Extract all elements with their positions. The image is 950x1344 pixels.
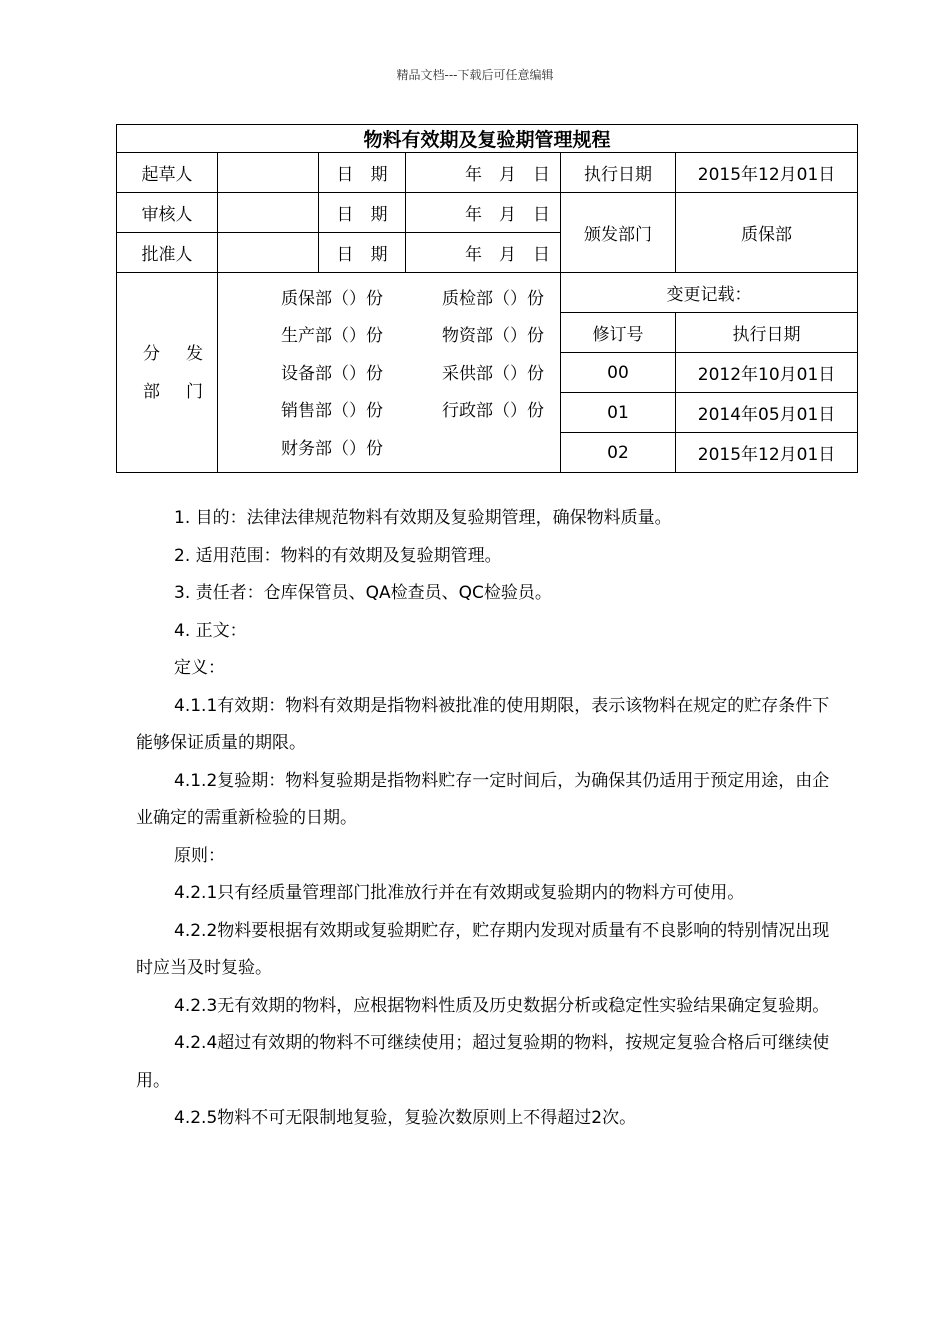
- dept-item: 采供部（）份: [442, 363, 544, 384]
- revision-date: 2014年05月01日: [676, 393, 858, 433]
- dept-item: 质检部（）份: [442, 288, 544, 309]
- clause-4-2-2: 4.2.2物料要根据有效期或复验期贮存，贮存期内发现对质量有不良影响的特别情况出现时应当及时复验。: [136, 920, 830, 978]
- reviewer-value: [218, 193, 319, 233]
- approver-label: 批准人: [117, 233, 218, 273]
- dept-item: 财务部（）份: [281, 438, 383, 459]
- document-body: [136, 500, 842, 1138]
- section-scope: 2. 适用范围：物料的有效期及复验期管理。: [174, 545, 502, 566]
- distribution-label: [117, 273, 229, 473]
- approver-value: [218, 233, 319, 273]
- dept-item: 物资部（）份: [442, 326, 544, 347]
- issuing-dept-label: 颁发部门: [561, 193, 676, 273]
- clause-4-2-5: 4.2.5物料不可无限制地复验，复验次数原则上不得超过2次。: [174, 1108, 637, 1128]
- distribution-label-line2: 部门: [143, 381, 229, 402]
- change-record-label: 变更记载：: [561, 273, 858, 313]
- exec-date-label: 执行日期: [561, 153, 676, 193]
- dept-item: 销售部（）份: [281, 401, 383, 422]
- definitions-heading: 定义：: [174, 658, 225, 678]
- document-control-table: [116, 124, 858, 473]
- dept-item: 质保部（）份: [281, 288, 383, 309]
- revision-no: 02: [561, 433, 676, 473]
- page-header: 精品文档---下载后可任意编辑: [396, 68, 554, 82]
- drafter-date-label: 日 期: [319, 153, 406, 193]
- approver-date-label: 日 期: [319, 233, 406, 273]
- section-purpose: 1. 目的：法律法律规范物料有效期及复验期管理，确保物料质量。: [174, 508, 672, 528]
- document-title: 物料有效期及复验期管理规程: [117, 125, 858, 153]
- reviewer-label: 审核人: [117, 193, 218, 233]
- clause-4-2-3: 4.2.3无有效期的物料，应根据物料性质及历史数据分析或稳定性实验结果确定复验期。: [174, 995, 830, 1016]
- revision-no: 01: [561, 393, 676, 433]
- clause-4-1-1: 4.1.1有效期：物料有效期是指物料被批准的使用期限，表示该物料在规定的贮存条件下能够保证质量的期限。: [136, 695, 830, 753]
- drafter-label: 起草人: [117, 153, 218, 193]
- clause-4-2-4: 4.2.4超过有效期的物料不可继续使用；超过复验期的物料，按规定复验合格后可继续使用。: [136, 1033, 830, 1091]
- exec-date-value: 2015年12月01日: [676, 153, 858, 193]
- distribution-label-line1: 分发: [143, 343, 229, 364]
- dept-item: 生产部（）份: [281, 326, 383, 347]
- reviewer-date-value: 年 月 日: [406, 193, 561, 233]
- approver-date-value: 年 月 日: [406, 233, 561, 273]
- revision-date: 2015年12月01日: [676, 433, 858, 473]
- principles-heading: 原则：: [174, 845, 225, 866]
- reviewer-date-label: 日 期: [319, 193, 406, 233]
- clause-4-2-1: 4.2.1只有经质量管理部门批准放行并在有效期或复验期内的物料方可使用。: [174, 883, 745, 903]
- drafter-date-value: 年 月 日: [406, 153, 561, 193]
- drafter-value: [218, 153, 319, 193]
- section-responsible: 3. 责任者：仓库保管员、QA检查员、QC检验员。: [174, 583, 552, 603]
- distribution-departments: [218, 273, 561, 473]
- section-body-heading: 4. 正文：: [174, 620, 247, 641]
- revision-exec-date-header: 执行日期: [676, 313, 858, 353]
- revision-no: 00: [561, 353, 676, 393]
- dept-item: 行政部（）份: [442, 401, 544, 422]
- issuing-dept-value: 质保部: [676, 193, 858, 273]
- clause-4-1-2: 4.1.2复验期：物料复验期是指物料贮存一定时间后，为确保其仍适用于预定用途，由企业确定的需重新检验的日期。: [136, 770, 830, 828]
- revision-date: 2012年10月01日: [676, 353, 858, 393]
- dept-item: 设备部（）份: [281, 363, 383, 384]
- revision-header: 修订号: [561, 313, 676, 353]
